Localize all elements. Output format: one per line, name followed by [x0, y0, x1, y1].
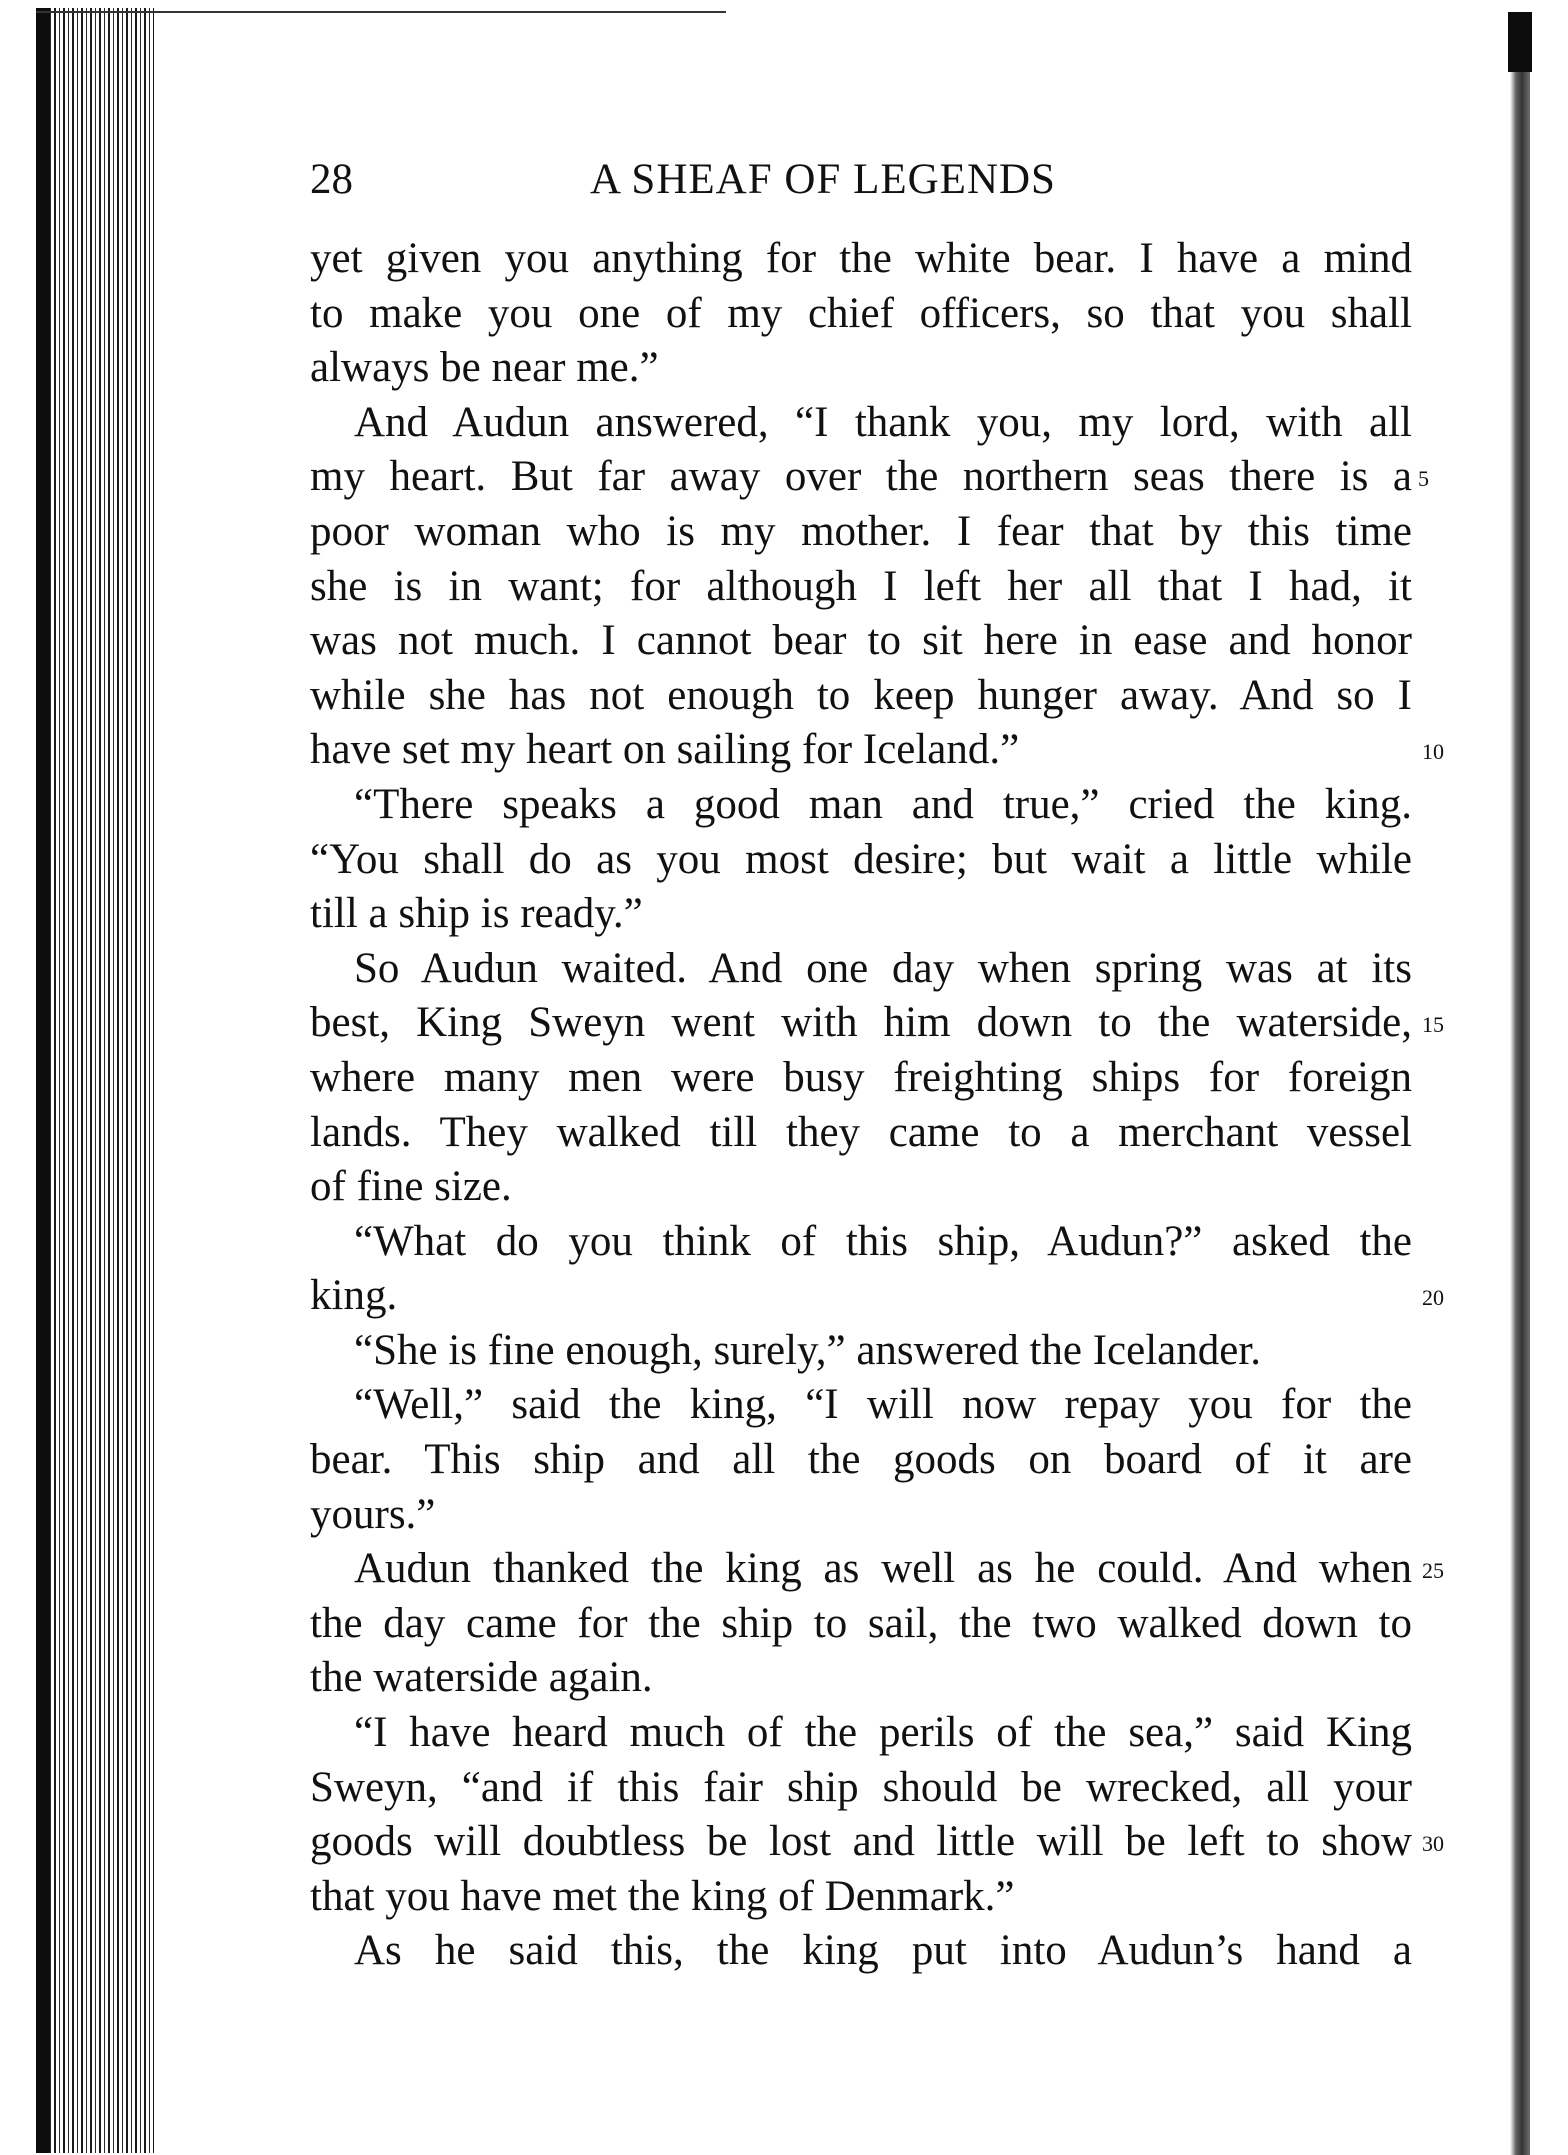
text-line: [310, 833, 1412, 888]
text-line: [310, 560, 1412, 615]
text-line-content: And Audun answered, “I thank you, my lord, with all: [354, 398, 1412, 446]
text-line: [310, 1160, 1412, 1215]
text-line: [310, 996, 1444, 1051]
text-line-content: the day came for the ship to sail, the two walked down to: [310, 1599, 1412, 1647]
text-line: [310, 1924, 1412, 1979]
text-line-content: “There speaks a good man and true,” cried the king.: [354, 780, 1412, 828]
text-line: [310, 450, 1429, 505]
text-line-content: of fine size.: [310, 1163, 512, 1211]
text-line-content: Sweyn, “and if this fair ship should be wrecked, all your: [310, 1763, 1412, 1811]
text-line: [310, 1106, 1412, 1161]
left-binding-edge: [36, 8, 154, 2153]
line-number: 5: [1418, 466, 1429, 492]
text-line: [310, 232, 1412, 287]
text-line: [310, 778, 1412, 833]
text-line-content: goods will doubtless be lost and little will be left to show: [310, 1818, 1412, 1866]
running-head: A SHEAF OF LEGENDS: [590, 156, 1056, 203]
text-line-content: the waterside again.: [310, 1654, 653, 1702]
text-line-content: “She is fine enough, surely,” answered the Icelander.: [354, 1326, 1262, 1374]
text-line: [310, 1269, 1444, 1324]
text-line: [310, 1378, 1412, 1433]
text-line-content: till a ship is ready.”: [310, 890, 643, 938]
text-line: [310, 1597, 1412, 1652]
line-number: 25: [1422, 1558, 1444, 1584]
text-line-content: yet given you anything for the white bear. I have a mind: [310, 235, 1412, 282]
text-line: [310, 1215, 1412, 1270]
text-line-content: yours.”: [310, 1490, 436, 1538]
text-line-content: to make you one of my chief officers, so that you shall: [310, 289, 1412, 337]
text-line: [310, 1488, 1412, 1543]
text-line: [310, 723, 1444, 778]
text-line-content: “You shall do as you most desire; but wait a little while: [310, 835, 1412, 883]
text-line: [310, 1433, 1412, 1488]
text-line-content: king.: [310, 1272, 398, 1320]
text-line: [310, 942, 1412, 997]
text-line-content: Audun thanked the king as well as he could. And when: [354, 1545, 1412, 1593]
text-line-content: she is in want; for although I left her all that I had, it: [310, 562, 1412, 610]
text-line: [310, 1761, 1412, 1816]
text-line: [310, 396, 1412, 451]
text-line: [310, 1870, 1412, 1925]
text-line-content: lands. They walked till they came to a merchant vessel: [310, 1108, 1412, 1156]
text-line: [310, 887, 1412, 942]
line-number: 30: [1422, 1831, 1444, 1857]
line-number: 10: [1422, 739, 1444, 765]
right-binding-shadow: [1508, 12, 1532, 72]
text-line-content: always be near me.”: [310, 344, 659, 392]
top-edge-rule: [36, 11, 726, 13]
text-line-content: best, King Sweyn went with him down to the waterside,: [310, 999, 1412, 1047]
text-line: [310, 1324, 1412, 1379]
text-line: [310, 1542, 1444, 1597]
text-line-content: was not much. I cannot bear to sit here in ease and honor: [310, 617, 1412, 665]
text-line: [310, 1651, 1412, 1706]
text-line-content: bear. This ship and all the goods on board of it are: [310, 1436, 1412, 1484]
text-line-content: my heart. But far away over the northern seas there is a: [310, 453, 1412, 501]
page-number: 28: [310, 156, 353, 203]
text-line: [310, 669, 1412, 724]
line-number: 20: [1422, 1285, 1444, 1311]
text-line: [310, 341, 1412, 396]
text-line: [310, 1706, 1412, 1761]
text-line: [310, 287, 1412, 342]
right-binding-edge: [1510, 20, 1530, 2155]
text-line: [310, 1815, 1444, 1870]
text-line-content: So Audun waited. And one day when spring was at its: [354, 944, 1412, 992]
text-line-content: where many men were busy freighting ships for foreign: [310, 1053, 1412, 1101]
text-line-content: “Well,” said the king, “I will now repay you for the: [354, 1381, 1412, 1429]
text-line-content: As he said this, the king put into Audun’s hand a: [354, 1927, 1412, 1975]
text-line-content: “I have heard much of the perils of the sea,” said King: [354, 1709, 1412, 1757]
text-line-content: poor woman who is my mother. I fear that by this time: [310, 507, 1412, 555]
left-binding-shadow: [36, 8, 50, 2153]
line-number: 15: [1422, 1012, 1444, 1038]
body-text: [310, 232, 1444, 1979]
text-line-content: “What do you think of this ship, Audun?” asked the: [354, 1217, 1412, 1265]
text-line-content: have set my heart on sailing for Iceland.”: [310, 726, 1020, 774]
text-line: [310, 1051, 1412, 1106]
text-line-content: while she has not enough to keep hunger away. And so I: [310, 671, 1412, 719]
text-line: [310, 614, 1412, 669]
text-line: [310, 505, 1412, 560]
text-line-content: that you have met the king of Denmark.”: [310, 1872, 1015, 1920]
